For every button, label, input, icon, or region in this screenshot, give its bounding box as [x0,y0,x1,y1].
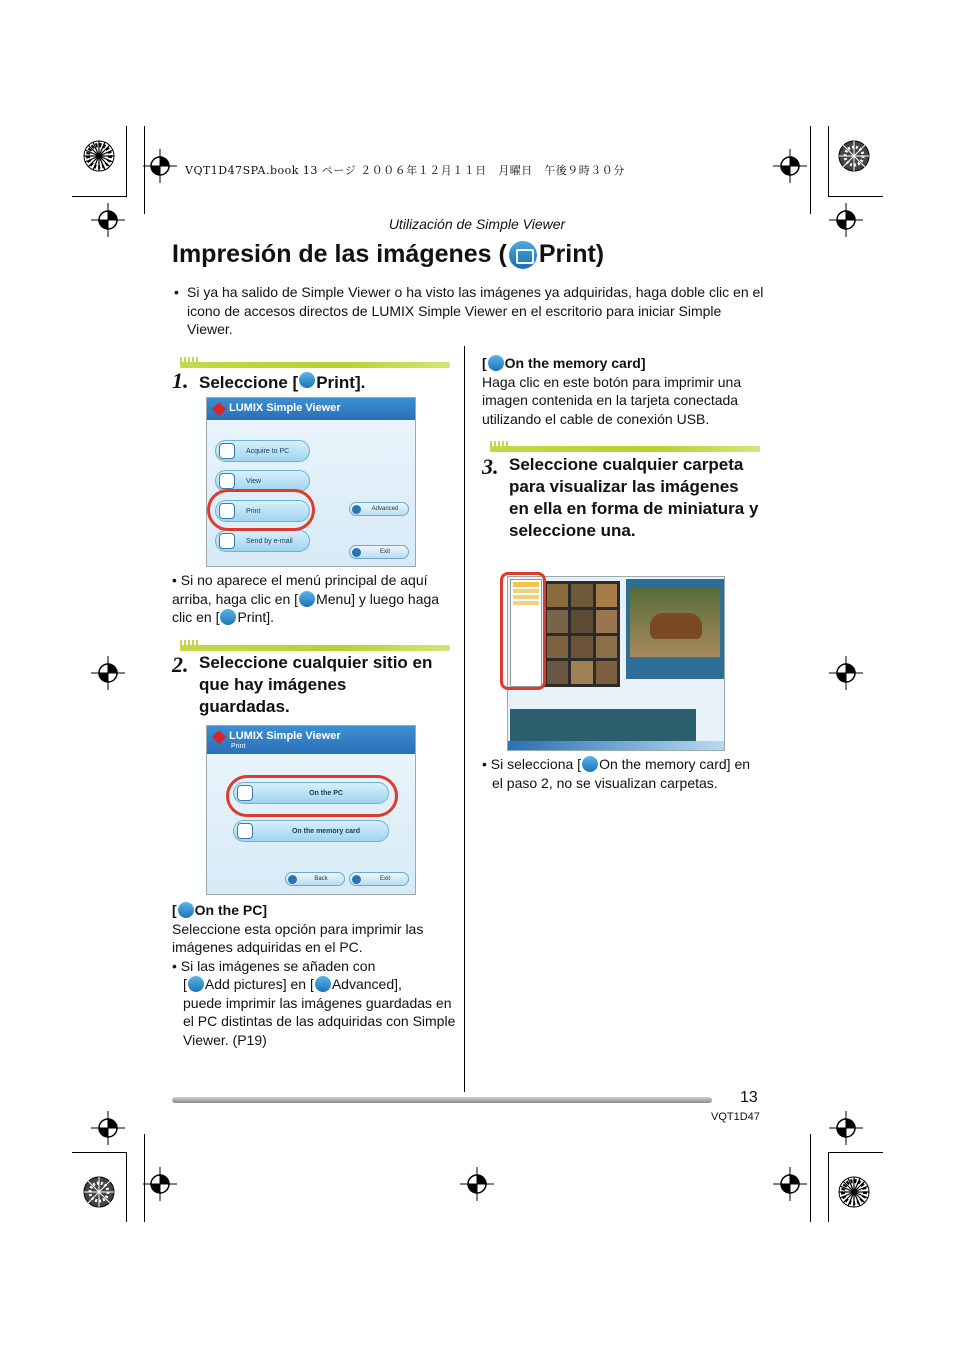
section-label: Utilización de Simple Viewer [388,216,566,232]
app-title-bar [207,726,415,754]
thumbnail[interactable] [596,584,617,607]
acquire-button[interactable] [215,440,310,462]
on-card-description [482,354,764,428]
menu-icon [299,591,315,607]
app-title: LUMIX Simple Viewer [229,730,341,742]
thumbnail[interactable] [571,610,592,633]
globe-icon [315,976,331,992]
step-text-start: Seleccione [ [199,373,299,392]
heart-logo-icon [212,730,226,744]
note-text-d: puede imprimir las imágenes guardadas en el PC distintas de las adquiridas con Simple Viewer. (P19) [183,994,456,1048]
print-icon [509,241,537,269]
note-text-a: • Si no aparece el menú principal de aquí arriba, haga clic en [ [172,572,428,607]
print-list-pane [510,709,696,741]
on-card-heading-text: On the memory card] [504,355,646,371]
color-wheel-icon [838,1176,870,1208]
button-label: On the PC [309,789,343,797]
on-pc-heading: [ On the PC] [172,902,268,918]
print-icon [220,609,236,625]
registration-target-icon [829,1111,863,1145]
step-number: 3. [482,454,499,479]
camera-icon [219,443,235,459]
view-icon [219,473,235,489]
button-label: Print [246,507,261,515]
email-button[interactable] [215,530,310,552]
preview-pane [626,579,724,679]
step3-note [482,755,764,792]
heart-logo-icon [212,402,226,416]
intro-text: Si ya ha salido de Simple Viewer o ha visto las imágenes ya adquiridas, haga doble clic en el icono de accesos directos de LUMIX Simple Viewer en el escritorio para iniciar Simple Viewer. [187,284,764,337]
registration-target-icon [143,1167,177,1201]
thumbnail[interactable] [596,636,617,659]
thumbnail[interactable] [547,661,568,684]
thumbnail[interactable] [571,661,592,684]
button-label: Back [314,876,328,882]
registration-target-icon [143,149,177,183]
pc-icon [178,902,194,918]
button-label: Acquire to PC [246,447,290,455]
on-card-body: Haga clic en este botón para imprimir una imagen contenida en la tarjeta conectada utilizando el cable de conexión USB. [482,373,742,427]
memory-card-icon [237,823,253,839]
thumbnail[interactable] [571,584,592,607]
back-button[interactable] [285,872,345,886]
screenshot-main-menu [206,397,416,567]
note-text-a: • Si selecciona [ [482,756,582,772]
button-label: View [246,477,262,485]
file-info-line: VQT1D47SPA.book 13 ページ ２００６年１２月１１日 月曜日 午後９時３０分 [185,164,625,177]
on-pc-body: Seleccione esta opción para imprimir las imágenes adquiridas en el PC. [172,920,424,955]
step1-heading [172,368,365,394]
note-text-b: Menu] y luego haga clic en [ [172,590,440,625]
on-pc-description [172,901,456,1049]
dog-shape [650,613,702,639]
button-label: Exit [379,876,390,882]
globe-icon [352,505,361,514]
highlight-ring [500,572,546,690]
step-text: Seleccione cualquier carpeta para visualizar las imágenes en ella en forma de miniatura y seleccione una. [509,455,759,540]
step1-note [172,571,452,627]
note-text-b: Add pictures] en [ [204,976,314,992]
intro-paragraph [174,283,764,339]
app-title: LUMIX Simple Viewer [229,402,341,414]
thumbnail[interactable] [596,610,617,633]
step-divider [490,446,760,452]
step-text-end: Print]. [316,373,366,392]
title-text-end: Print) [538,240,605,268]
color-wheel-icon [83,140,115,172]
add-pictures-icon [188,976,204,992]
exit-button[interactable] [349,545,409,559]
note-text-a: • Si las imágenes se añaden con [172,957,376,974]
back-arrow-icon [288,875,297,884]
status-bar [508,741,725,750]
page-number: 13 [740,1089,758,1106]
thumbnail[interactable] [547,584,568,607]
print-icon [299,372,315,388]
button-label: Advanced [371,506,399,512]
close-icon [352,548,361,557]
thumbnail[interactable] [547,610,568,633]
step-text: Seleccione cualquier sitio en que hay imágenes guardadas. [199,653,433,716]
page-title [172,240,604,269]
color-wheel-icon [838,140,870,172]
registration-target-icon [773,149,807,183]
registration-target-icon [773,1167,807,1201]
memory-card-icon [488,355,504,371]
button-label: On the memory card [291,827,361,835]
registration-target-icon [91,656,125,690]
note-text-b: On the memory card] en el paso 2, no se visualizan carpetas. [492,756,751,791]
bullet: • [174,284,179,300]
exit-button[interactable] [349,872,409,886]
app-title-bar [207,398,415,420]
step3-heading [482,454,759,542]
step2-heading [172,652,439,718]
thumbnail-grid [544,581,620,687]
advanced-button[interactable] [349,502,409,516]
note-text-c: Advanced], [331,976,402,992]
on-pc-note: • Si las imágenes se añaden con [ Add pictures] en [ Advanced], puede imprimir las imágenes guardadas en el PC distintas de las adquiridas con Simple Viewer. (P19) [172,957,456,1048]
memory-card-icon [582,756,598,772]
send-icon [219,533,235,549]
step-number: 1. [172,368,189,393]
model-code: VQT1D47 [711,1111,760,1123]
thumbnail[interactable] [571,636,592,659]
close-icon [352,875,361,884]
title-text-start: Impresión de las imágenes ( [172,240,507,268]
column-divider [464,346,465,1092]
highlight-ring [207,489,315,531]
on-pc-heading-text: On the PC] [194,902,268,918]
thumbnail[interactable] [547,636,568,659]
button-label: Send by e-mail [246,537,293,545]
preview-photo [630,587,720,657]
on-card-heading: [ On the memory card] [482,355,646,371]
step-number: 2. [172,652,189,677]
registration-target-icon [91,1111,125,1145]
note-text-c: Print]. [237,609,275,625]
step-divider [180,645,450,651]
color-wheel-icon [83,1176,115,1208]
thumbnail[interactable] [596,661,617,684]
button-label: Exit [379,549,390,555]
footer-rule [172,1097,712,1103]
registration-target-icon [829,656,863,690]
on-card-button[interactable] [233,820,389,842]
registration-target-icon [460,1167,494,1201]
app-subtitle: Print [231,743,246,750]
highlight-ring [226,775,398,817]
